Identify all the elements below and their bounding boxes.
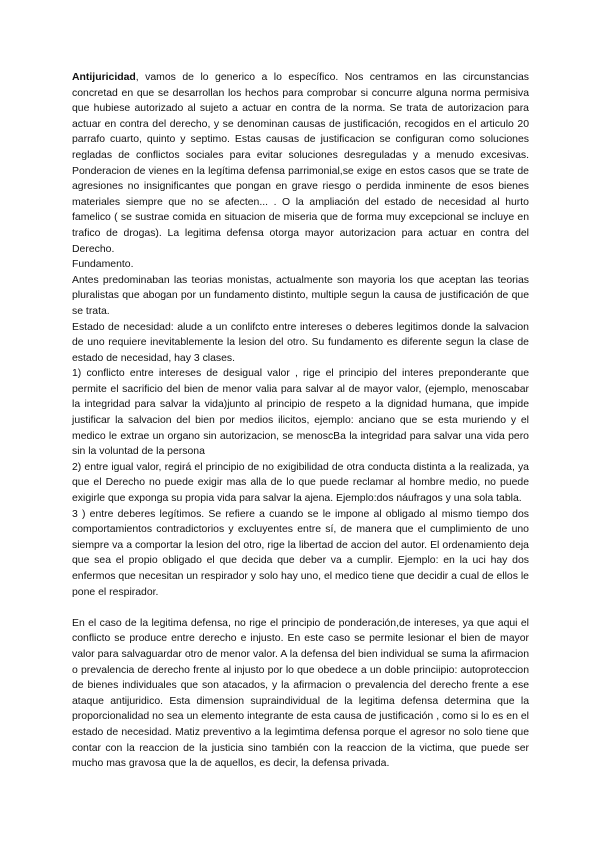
paragraph-clase-3: 3 ) entre deberes legítimos. Se refiere a cuando se le impone al obligado al mismo tiempo dos comportamientos contradictorios y excluyentes entre sí, de manera que el cumplimiento de uno siempre va a comportar la lesion del otro, rige la libertad de accion del autor. El ordenamiento deja que sea el propio obligado el que decida que deber va a cumplir. Ejemplo: en la uci hay dos enfermos que necesitan un respirador y solo hay uno, el medico tiene que decidir a cual de ellos le pone el respirador. [72,508,529,598]
paragraph-fundamento-heading: Fundamento. [72,259,134,271]
lead-term: Antijuricidad [72,72,136,83]
paragraph-estado-necesidad: Estado de necesidad: alude a un conlifcto entre intereses o deberes legitimos donde la salvacion de uno requiere inevitablemente la lesion del otro. Su fundamento es diferente segun la clase de estado de necesidad, hay 3 clases. [72,321,529,364]
paragraph-antijuricidad [72,70,529,257]
paragraph-text: , vamos de lo generico a lo específico. Nos centramos en las circunstancias concretad en que se desarrollan los hechos para comprobar si concurre alguna norma permisiva que hubiese autorizado al sujeto a actuar en contra de la norma. Se trata de autorizacion para actuar en contra del derecho, y se denominan causas de justificación, recogidos en el articulo 20 parrafo cuarto, quinto y septimo. Estas causas de justificacion se configuran como soluciones regladas de conflictos sociales para evitar soluciones desreguladas y a menudo excesivas. Ponderacion de vienes en la legítima defensa parrimonial,se exige en estos casos que se trate de agresiones no insignificantes que pongan en grave riesgo o perdida inminente de esos bienes materiales siempre que no se afecten... . O la ampliación del estado de necesidad al hurto famelico ( se sustrae comida en situacion de miseria que de forma muy excepcional se incluye en trafico de drogas). La legitima defensa otorga mayor autorizacion para actuar en contra del Derecho. [72,72,529,255]
paragraph-clase-1: 1) conflicto entre intereses de desigual valor , rige el principio del interes preponderante que permite el sacrificio del bien de menor valia para salvar al de mayor valor, (ejemplo, menoscabar la integridad para salvar la vida)junto al principio de respeto a la dignidad humana, que impide justificar la salvacion del bien por medios ilicitos, ejemplo: anciano que se esta muriendo y el medico le extrae un organo sin autorizacion, se menoscBa la integridad para salvar una vida pero sin la voluntad de la persona [72,368,529,458]
paragraph-legitima-defensa: En el caso de la legitima defensa, no rige el principio de ponderación,de intereses, ya que aqui el conflicto se produce entre derecho e injusto. En este caso se permite lesionar el bien de mayor valor para salvaguardar otro de menor valor. A la defensa del bien individual se suma la afirmacion o prevalencia de derecho frente al injusto por lo que obedece a un doble princiipio: autoproteccion de bienes individuales que son atacados, y la afirmacion o prevalencia del derecho frente a ese ataque antijuridico. Esta dimension supraindividual de la legitima defensa determina que la proporcionalidad no sea un elemento integrante de esta causa de justificación , como si lo es en el estado de necesidad. Matiz preventivo a la legimtima defensa porque el agresor no solo tiene que contar con la reaccion de la justicia sino también con la reaccion de la victima, que puede ser mucho mas gravosa que la de aquellos, es decir, la defensa privada. [72,617,529,770]
paragraph-clase-2: 2) entre igual valor, regirá el principio de no exigibilidad de otra conducta distinta a la realizada, ya que el Derecho no puede exigir mas alla de lo que puede reclamar al hombre medio, no puede exigirle que exponga su propia vida para salvar la ajena. Ejemplo:dos náufragos y una sola tabla. [72,461,529,505]
document-body [72,70,529,772]
paragraph-teorias: Antes predominaban las teorias monistas, actualmente son mayoria los que aceptan las teorias pluralistas que abogan por un fundamento distinto, multiple segun la causa de justificación de que se trata. [72,274,529,317]
